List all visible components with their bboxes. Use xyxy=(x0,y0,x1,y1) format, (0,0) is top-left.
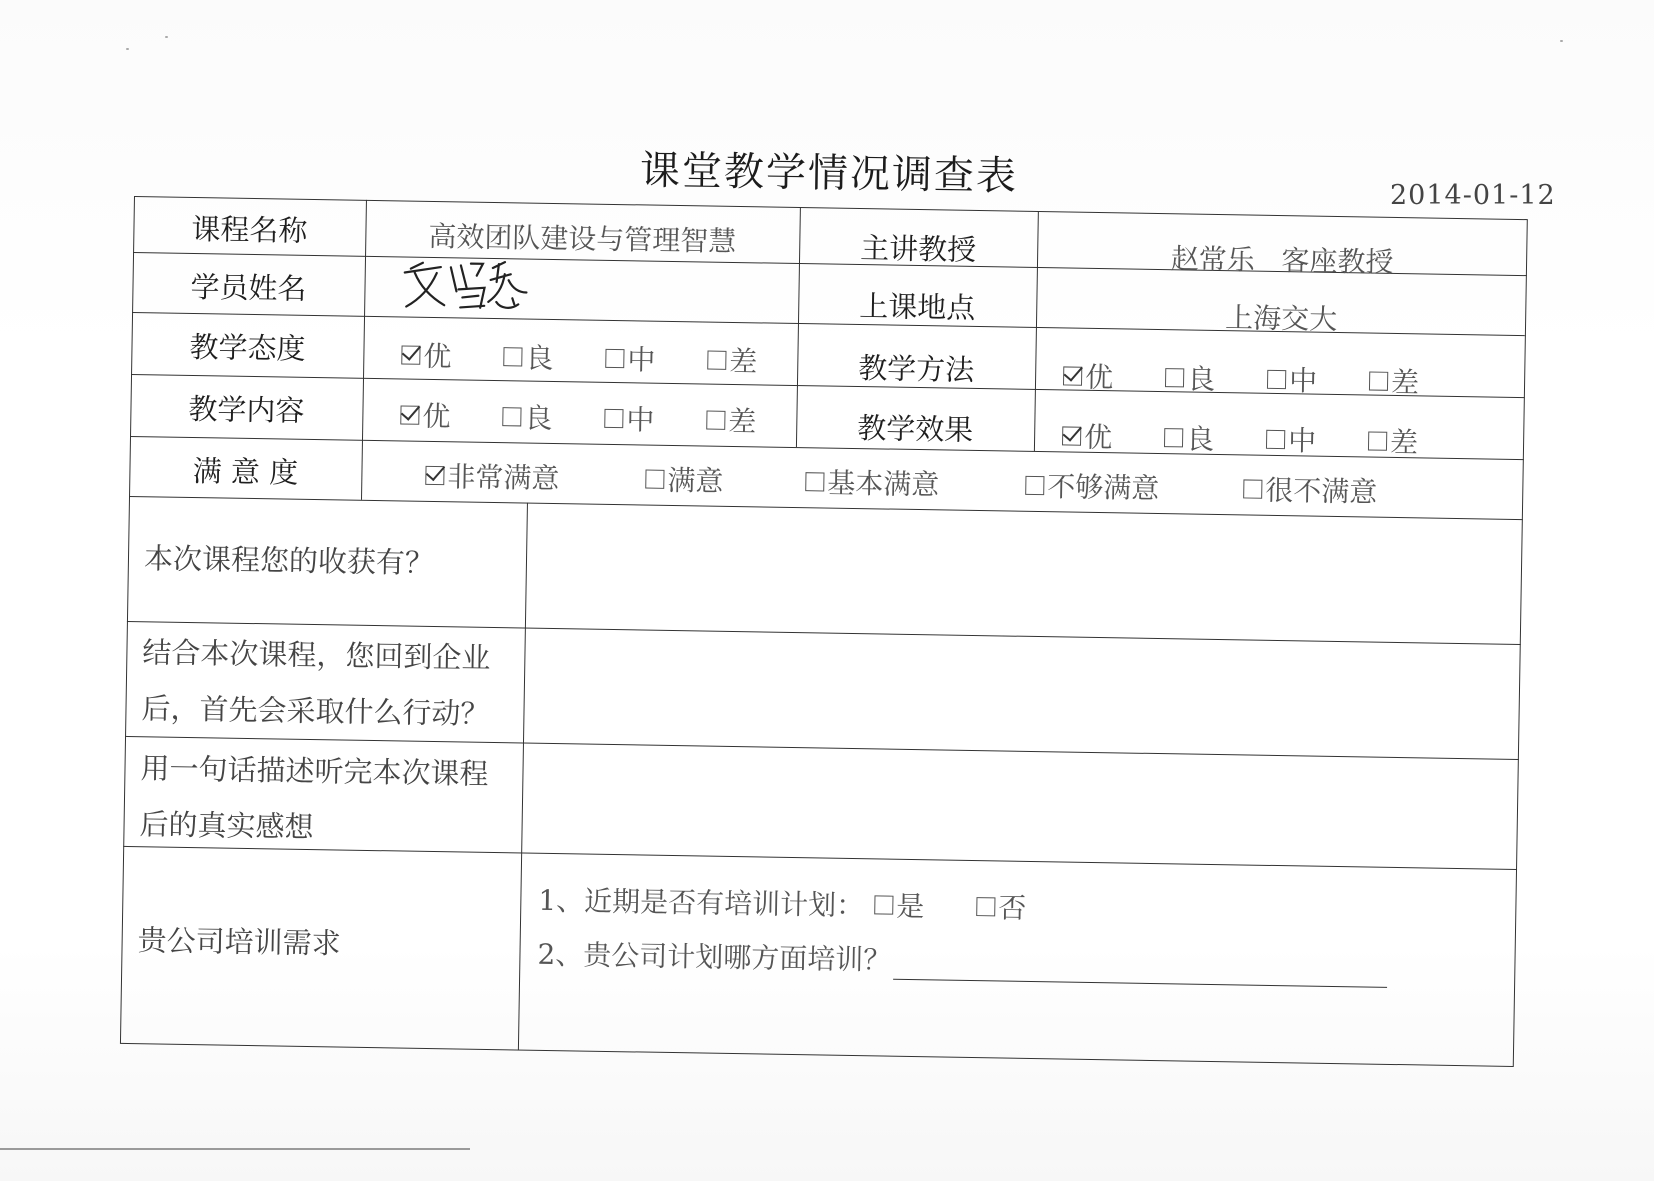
method-option-excellent[interactable]: 优 xyxy=(1063,355,1114,396)
scan-speck xyxy=(126,48,129,50)
satisfaction-option-very-unsatisfied[interactable]: 很不满意 xyxy=(1243,468,1378,510)
checkbox-checked[interactable] xyxy=(400,405,419,424)
checkbox[interactable] xyxy=(1165,368,1184,387)
content-option-good[interactable]: 良 xyxy=(502,396,553,437)
teaching-content-label: 教学内容 xyxy=(188,391,305,428)
checkbox-checked[interactable] xyxy=(1062,426,1081,445)
checkbox-checked[interactable] xyxy=(1063,366,1082,385)
training-plan-option-yes[interactable]: 是 xyxy=(874,884,925,925)
satisfaction-option-very-satisfied[interactable]: 非常满意 xyxy=(425,455,560,497)
lecturer-label: 主讲教授 xyxy=(859,231,977,267)
question-feeling-prompt: 用一句话描述听完本次课程后的真实感想 xyxy=(139,751,489,845)
content-option-fair[interactable]: 中 xyxy=(604,398,655,439)
scan-speck xyxy=(165,36,168,38)
checkbox[interactable] xyxy=(1368,431,1387,450)
effect-option-good[interactable]: 良 xyxy=(1164,417,1215,458)
attitude-option-excellent[interactable]: 优 xyxy=(401,334,452,375)
question-feeling-answer[interactable] xyxy=(533,753,1504,865)
method-option-fair[interactable]: 中 xyxy=(1267,359,1318,400)
form-title: 课堂教学情况调查表 xyxy=(639,147,1019,200)
attitude-option-poor[interactable]: 差 xyxy=(707,340,758,381)
attitude-option-good[interactable]: 良 xyxy=(503,336,554,377)
training-plan-option-no[interactable]: 否 xyxy=(976,886,1027,927)
teaching-method-label: 教学方法 xyxy=(857,351,975,387)
scan-speck xyxy=(1560,40,1563,42)
satisfaction-option-not-satisfied[interactable]: 不够满意 xyxy=(1025,465,1160,507)
checkbox[interactable] xyxy=(604,408,623,427)
checkbox[interactable] xyxy=(707,350,726,369)
student-signature xyxy=(400,256,531,314)
checkbox[interactable] xyxy=(1025,475,1044,494)
method-option-good[interactable]: 良 xyxy=(1165,357,1216,398)
checkbox[interactable] xyxy=(605,348,624,367)
question-gains-answer[interactable] xyxy=(537,513,1509,629)
attitude-option-fair[interactable]: 中 xyxy=(605,338,656,379)
checkbox[interactable] xyxy=(502,407,521,426)
effect-option-fair[interactable]: 中 xyxy=(1266,419,1317,460)
course-name-value: 高效团队建设与管理智慧 xyxy=(428,219,737,258)
checkbox[interactable] xyxy=(976,897,995,916)
content-option-poor[interactable]: 差 xyxy=(706,400,757,441)
location-value: 上海交大 xyxy=(1224,301,1338,336)
checkbox[interactable] xyxy=(706,410,725,429)
question-gains-prompt: 本次课程您的收获有？ xyxy=(143,541,435,581)
satisfaction-label: 满 意 度 xyxy=(192,454,299,490)
location-label: 上课地点 xyxy=(858,289,976,325)
question-action-prompt: 结合本次课程，您回到企业后，首先会采取什么行动？ xyxy=(141,635,491,731)
training-needs-label: 贵公司培训需求 xyxy=(137,923,341,961)
checkbox[interactable] xyxy=(1243,479,1262,498)
effect-option-excellent[interactable]: 优 xyxy=(1062,415,1113,456)
method-option-poor[interactable]: 差 xyxy=(1369,361,1420,402)
checkbox[interactable] xyxy=(1266,429,1285,448)
checkbox[interactable] xyxy=(1164,428,1183,447)
page-edge-shadow xyxy=(0,1148,470,1150)
checkbox-checked[interactable] xyxy=(425,465,444,484)
teaching-attitude-label: 教学态度 xyxy=(189,329,306,366)
checkbox[interactable] xyxy=(503,347,522,366)
training-area-question: 2、贵公司计划哪方面培训？ xyxy=(537,937,892,977)
teaching-effect-label: 教学效果 xyxy=(856,411,974,447)
form-date: 2014-01-12 xyxy=(1390,180,1556,211)
satisfaction-option-satisfied[interactable]: 满意 xyxy=(645,459,724,500)
checkbox[interactable] xyxy=(805,472,824,491)
checkbox[interactable] xyxy=(1369,371,1388,390)
course-name-label: 课程名称 xyxy=(191,211,308,248)
training-plan-question: 1、近期是否有培训计划： xyxy=(538,883,865,923)
question-action-answer[interactable] xyxy=(535,639,1506,751)
checkbox[interactable] xyxy=(874,895,893,914)
checkbox[interactable] xyxy=(1267,369,1286,388)
student-name-label: 学员姓名 xyxy=(190,269,307,306)
checkbox[interactable] xyxy=(645,469,664,488)
survey-form xyxy=(120,196,1528,1067)
lecturer-value: 赵常乐 客座教授 xyxy=(1170,242,1394,279)
checkbox-checked[interactable] xyxy=(401,345,420,364)
content-option-excellent[interactable]: 优 xyxy=(400,394,451,435)
effect-option-poor[interactable]: 差 xyxy=(1368,420,1419,461)
satisfaction-option-basically-satisfied[interactable]: 基本满意 xyxy=(805,461,940,503)
